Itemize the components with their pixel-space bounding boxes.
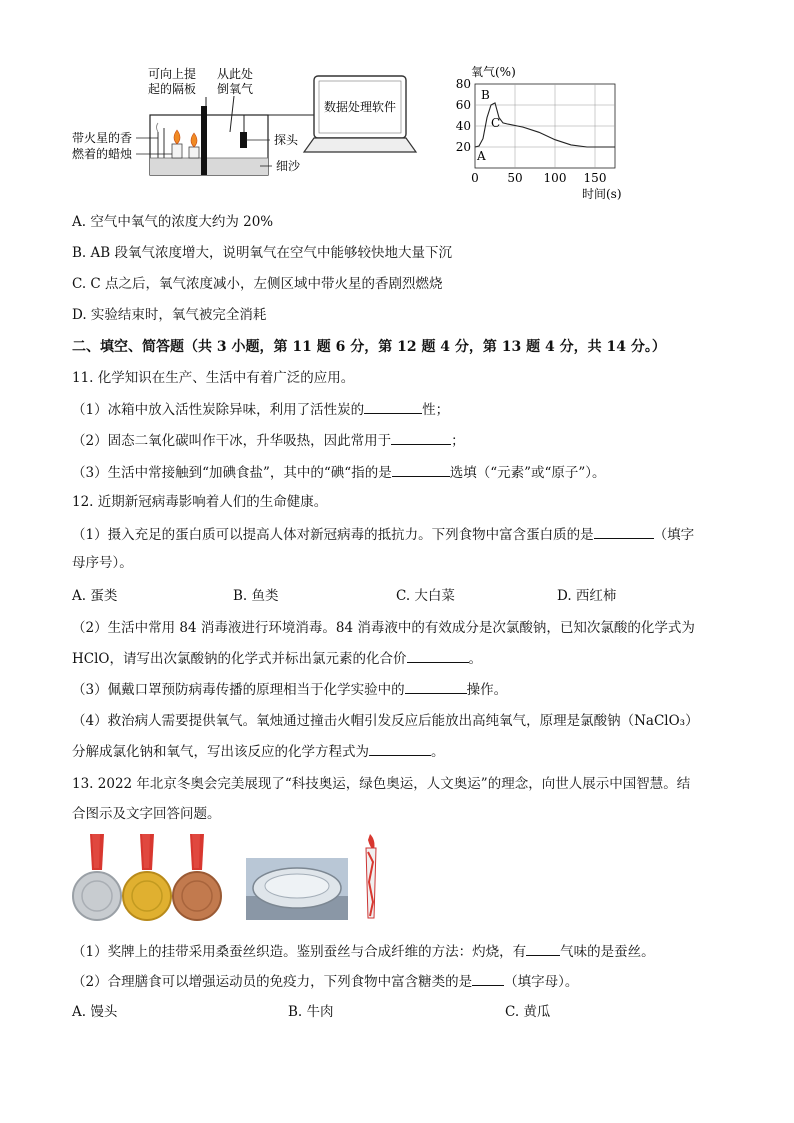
q13-stem-line1: 13. 2022 年北京冬奥会完美展现了“科技奥运，绿色奥运，人文奥运”的理念，向世人展示中国智慧。结: [72, 776, 691, 792]
q12-part3-tail: 操作。: [466, 682, 508, 698]
q12-part4-cont: [72, 741, 445, 762]
answer-blank[interactable]: [526, 941, 560, 956]
flame-icon: [191, 133, 197, 147]
answer-blank[interactable]: [392, 462, 450, 477]
q11-part3-text: （3）生活中常接触到“加碘食盐”，其中的“碘“指的是: [72, 465, 392, 481]
label-partition-line2: 起的隔板: [148, 82, 197, 96]
answer-blank[interactable]: [594, 524, 654, 539]
q11-part3: [72, 462, 606, 483]
point-label-b: B: [481, 87, 490, 102]
laptop: [304, 76, 416, 152]
q11-part1-tail: 性；: [422, 402, 450, 418]
q12-part3: [72, 679, 507, 700]
label-partition-line1: 可向上提: [148, 67, 197, 81]
label-candle: 燃着的蜡烛: [72, 147, 133, 161]
chart-ticks: [456, 77, 607, 185]
sand-layer: [150, 158, 268, 175]
experiment-figure: [60, 60, 660, 210]
answer-blank[interactable]: [391, 430, 451, 445]
chart-ylabel: 氧气(%): [471, 65, 516, 79]
q10-option-b: B. AB 段氧气浓度增大，说明氧气在空气中能够较快地大量下沉: [72, 245, 452, 261]
q13-option-c: C. 黄瓜: [505, 1004, 551, 1020]
gold-medal: [123, 834, 171, 920]
label-sand: 细沙: [276, 159, 301, 173]
q11-stem: 11. 化学知识在生产、生活中有着广泛的应用。: [72, 370, 355, 386]
chart-ytick-label: 60: [455, 98, 471, 112]
q13-option-a: A. 馒头: [72, 1004, 118, 1020]
section2-title: 二、填空、简答题（共 3 小题，第 11 题 6 分，第 12 题 4 分，第 13 题 4 分，共 14 分。）: [72, 339, 666, 355]
q12-option-d: D. 西红柿: [557, 588, 617, 604]
label-pour-line1: 从此处: [217, 67, 254, 81]
q13-part1-tail: 气味的是蚕丝。: [560, 944, 655, 960]
computer-screen-text: 数据处理软件: [323, 100, 397, 114]
q13-part2: [72, 971, 578, 992]
partition: [201, 106, 207, 175]
q12-part2: （2）生活中常用 84 消毒液进行环境消毒。84 消毒液中的有效成分是次氯酸钠，已知次氯酸的化学式为: [72, 620, 695, 636]
silver-medal: [73, 834, 121, 920]
chart-xtick-label: 0: [471, 171, 479, 185]
answer-blank[interactable]: [369, 741, 431, 756]
q13-part2-tail: （填字母）。: [504, 974, 579, 990]
olympic-images: [70, 832, 390, 924]
candles: [172, 130, 199, 158]
q11-part2-text: （2）固态二氧化碳叫作干冰，升华吸热，因此常用于: [72, 433, 392, 449]
q12-option-b: B. 鱼类: [233, 588, 279, 604]
q11-part3-tail: 选填（“元素”或“原子”）。: [449, 465, 606, 481]
chart-ytick-label: 20: [455, 140, 471, 154]
probe: [240, 132, 247, 148]
q12-part4-text: 分解成氯化钠和氧气，写出该反应的化学方程式为: [72, 744, 369, 760]
q13-stem-line2: 合图示及文字回答问题。: [72, 806, 221, 822]
q12-part2-text: HClO，请写出次氯酸钠的化学式并标出氯元素的化合价: [72, 651, 407, 667]
answer-blank[interactable]: [405, 679, 467, 694]
q13-part1: [72, 941, 655, 962]
chart-xlabel: 时间(s): [582, 187, 622, 201]
label-probe: 探头: [274, 133, 299, 147]
chart-ytick-label: 40: [455, 119, 471, 133]
q11-part2-tail: ；: [451, 433, 465, 449]
q10-option-a: A. 空气中氧气的浓度大约为 20%: [72, 214, 274, 230]
q12-part2-tail: 。: [468, 651, 482, 667]
q11-part2: [72, 430, 465, 451]
q12-part1-cont: 母序号）。: [72, 555, 133, 571]
q12-part2-cont: [72, 648, 482, 669]
q11-part1-text: （1）冰箱中放入活性炭除异味，利用了活性炭的: [72, 402, 365, 418]
q13-part2-text: （2）合理膳食可以增强运动员的免疫力，下列食物中富含糖类的是: [72, 974, 473, 990]
torch: [366, 834, 376, 918]
point-label-c: C: [491, 115, 501, 130]
q13-option-b: B. 牛肉: [288, 1004, 334, 1020]
bronze-medal: [173, 834, 221, 920]
q12-part1: [72, 524, 694, 545]
incense: [157, 123, 165, 158]
q12-part1-text: （1）摄入充足的蛋白质可以提高人体对新冠病毒的抵抗力。下列食物中富含蛋白质的是: [72, 527, 594, 543]
q10-option-c: C. C 点之后，氧气浓度减小，左侧区域中带火星的香剧烈燃烧: [72, 276, 443, 292]
q12-part4-tail: 。: [431, 744, 445, 760]
apparatus-diagram: [72, 66, 416, 175]
chart-xtick-label: 100: [543, 171, 567, 185]
label-pour-line2: 倒氧气: [217, 82, 254, 96]
flame-icon: [174, 130, 180, 144]
q13-part1-text: （1）奖牌上的挂带采用桑蚕丝织造。鉴别蚕丝与合成纤维的方法：灼烧，有: [72, 944, 527, 960]
chart-xtick-label: 150: [583, 171, 607, 185]
answer-blank[interactable]: [407, 648, 469, 663]
answer-blank[interactable]: [472, 971, 504, 986]
chart-ytick-label: 80: [455, 77, 471, 91]
q12-option-c: C. 大白菜: [396, 588, 455, 604]
chart-xtick-label: 50: [507, 171, 523, 185]
answer-blank[interactable]: [364, 399, 422, 414]
label-incense: 带火星的香: [72, 131, 133, 145]
q11-part1: [72, 399, 449, 420]
q12-part3-text: （3）佩戴口罩预防病毒传播的原理相当于化学实验中的: [72, 682, 405, 698]
q12-part4: （4）救治病人需要提供氧气。氧烛通过撞击火帽引发反应后能放出高纯氧气，原理是氯酸钠（NaClO₃）: [72, 713, 699, 729]
oxygen-chart: [456, 64, 622, 201]
stadium-photo: [246, 858, 348, 920]
point-label-a: A: [477, 149, 486, 163]
q12-part1-tail: （填字: [653, 527, 695, 543]
q10-option-d: D. 实验结束时，氧气被完全消耗: [72, 307, 267, 323]
q12-stem: 12. 近期新冠病毒影响着人们的生命健康。: [72, 494, 328, 510]
q12-option-a: A. 蛋类: [72, 588, 118, 604]
